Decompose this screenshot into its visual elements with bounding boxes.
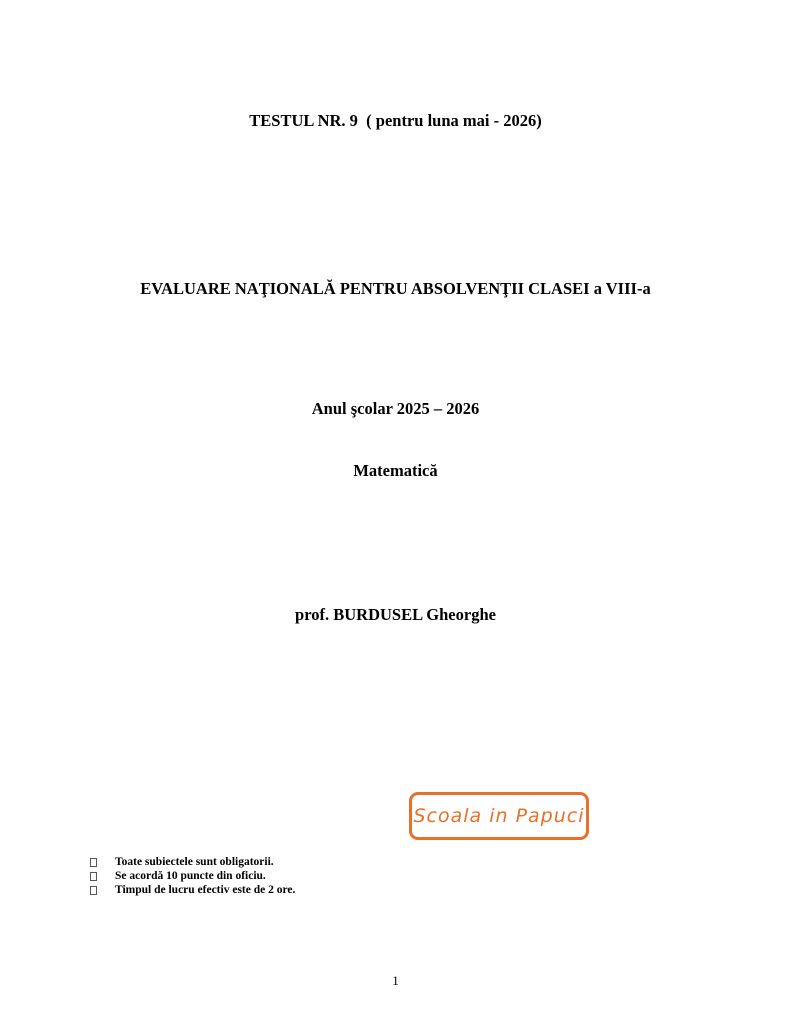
- rule-item: [90, 869, 295, 883]
- rule-item: [90, 855, 295, 869]
- school-year: Anul şcolar 2025 – 2026: [311, 399, 480, 418]
- rule-text: Se acordă 10 puncte din oficiu.: [115, 870, 266, 882]
- rule-item: [90, 883, 295, 897]
- test-title: TESTUL NR. 9 ( pentru luna mai - 2026): [249, 111, 542, 130]
- scoala-in-papuci-logo: [409, 792, 589, 840]
- bullet-icon: [90, 886, 97, 895]
- bullet-icon: [90, 858, 97, 867]
- rule-text: Timpul de lucru efectiv este de 2 ore.: [115, 884, 296, 896]
- rules-list: [90, 855, 295, 897]
- subject-title: Matematică: [353, 461, 438, 480]
- rule-text: Toate subiectele sunt obligatorii.: [115, 856, 274, 868]
- exam-title: EVALUARE NAŢIONALĂ PENTRU ABSOLVENŢII CLASEI a VIII-a: [140, 279, 651, 298]
- page-number: 1: [392, 973, 399, 988]
- author-name: prof. BURDUSEL Gheorghe: [295, 605, 496, 624]
- logo-text: Scoala in Papuci: [413, 805, 585, 827]
- bullet-icon: [90, 872, 97, 881]
